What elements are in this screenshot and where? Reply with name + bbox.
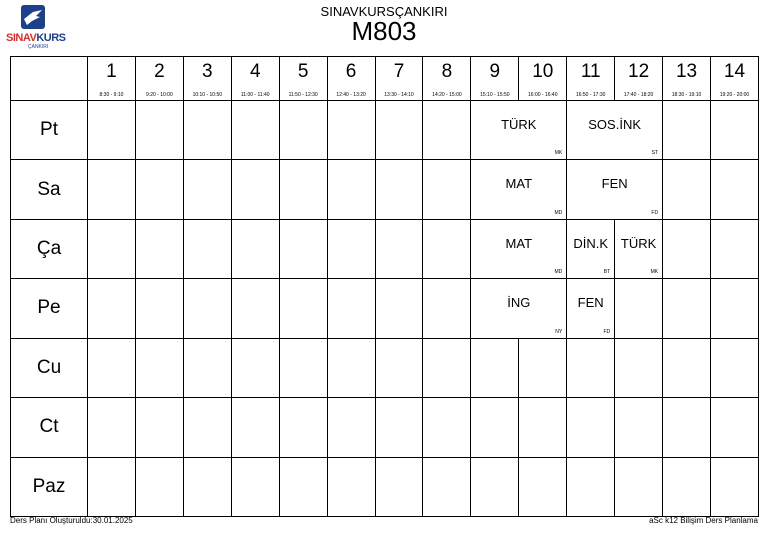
period-number: 12 — [628, 61, 650, 82]
period-header — [423, 57, 471, 101]
lesson-subject: FEN — [601, 176, 628, 192]
period-time: 14:20 - 15:00 — [432, 92, 462, 98]
empty-slot — [279, 219, 327, 278]
empty-slot — [135, 338, 183, 397]
lesson-subject: MAT — [505, 235, 533, 251]
empty-slot — [231, 160, 279, 219]
lesson-cell — [615, 219, 663, 278]
empty-slot — [135, 279, 183, 338]
empty-slot — [615, 457, 663, 516]
empty-slot — [135, 457, 183, 516]
period-time: 11:50 - 12:30 — [288, 92, 318, 98]
lesson-cell — [567, 219, 615, 278]
period-number: 11 — [580, 61, 601, 82]
lesson-cell — [567, 101, 663, 160]
period-number: 3 — [202, 61, 213, 82]
empty-slot — [615, 338, 663, 397]
period-header — [519, 57, 567, 101]
lesson-cell — [471, 219, 567, 278]
day-row — [11, 219, 759, 278]
empty-slot — [88, 398, 136, 457]
empty-slot — [327, 160, 375, 219]
empty-slot — [88, 338, 136, 397]
period-time: 16:50 - 17:30 — [575, 92, 606, 98]
lesson-card — [567, 160, 662, 218]
empty-slot — [279, 279, 327, 338]
empty-slot — [88, 160, 136, 219]
lesson-teacher: BT — [603, 269, 611, 276]
period-number: 4 — [249, 61, 261, 82]
period-number: 1 — [106, 61, 117, 82]
empty-slot — [710, 398, 758, 457]
empty-slot — [375, 219, 423, 278]
lesson-subject: FEN — [577, 295, 604, 311]
period-header — [375, 57, 423, 101]
empty-slot — [423, 279, 471, 338]
period-number: 9 — [489, 61, 501, 82]
empty-slot — [231, 219, 279, 278]
lesson-subject: TÜRK — [501, 117, 537, 132]
period-header — [471, 57, 519, 101]
period-number: 6 — [345, 61, 357, 82]
empty-slot — [88, 457, 136, 516]
empty-slot — [231, 338, 279, 397]
day-label: Ct — [11, 398, 88, 457]
period-header — [231, 57, 279, 101]
empty-slot — [663, 398, 711, 457]
empty-slot — [231, 101, 279, 160]
empty-slot — [279, 457, 327, 516]
empty-slot — [423, 338, 471, 397]
period-header — [327, 57, 375, 101]
empty-slot — [327, 398, 375, 457]
lesson-teacher: NY — [555, 328, 563, 335]
empty-slot — [183, 160, 231, 219]
day-label: Cu — [11, 338, 88, 397]
empty-slot — [567, 457, 615, 516]
period-number: 8 — [441, 61, 453, 82]
empty-slot — [615, 279, 663, 338]
empty-slot — [710, 338, 758, 397]
empty-slot — [375, 338, 423, 397]
empty-slot — [327, 338, 375, 397]
empty-slot — [135, 160, 183, 219]
empty-slot — [471, 457, 519, 516]
empty-slot — [710, 101, 758, 160]
empty-slot — [327, 457, 375, 516]
period-number: 14 — [723, 61, 746, 82]
empty-slot — [567, 398, 615, 457]
empty-slot — [183, 338, 231, 397]
class-title: M803 — [351, 16, 417, 46]
lesson-cell — [471, 279, 567, 338]
day-label: Sa — [11, 160, 88, 219]
empty-slot — [327, 101, 375, 160]
lesson-cell — [567, 279, 615, 338]
period-number: 13 — [675, 61, 698, 82]
lesson-teacher: MD — [554, 269, 563, 276]
empty-slot — [423, 101, 471, 160]
empty-slot — [183, 101, 231, 160]
lesson-card — [471, 160, 566, 218]
day-row — [11, 279, 759, 338]
period-header — [615, 57, 663, 101]
empty-slot — [231, 398, 279, 457]
day-label: Ça — [11, 219, 88, 278]
day-label: Pe — [11, 279, 88, 338]
period-time: 8:30 - 9:10 — [99, 92, 124, 98]
lesson-card — [567, 220, 614, 278]
lesson-teacher: MK — [554, 150, 563, 157]
empty-slot — [423, 457, 471, 516]
lesson-teacher: MD — [554, 209, 563, 216]
lesson-card — [615, 220, 662, 278]
period-time: 16:00 - 16:40 — [528, 92, 558, 98]
empty-slot — [423, 160, 471, 219]
empty-slot — [279, 338, 327, 397]
day-row — [11, 398, 759, 457]
period-header — [710, 57, 758, 101]
empty-slot — [519, 457, 567, 516]
footer-created: Ders Planı Oluşturuldu:30.01.2025 — [10, 516, 133, 525]
corner-cell — [11, 57, 88, 101]
empty-slot — [615, 398, 663, 457]
empty-slot — [231, 279, 279, 338]
period-time: 19:20 - 20:00 — [719, 92, 750, 98]
period-header — [88, 57, 136, 101]
empty-slot — [663, 338, 711, 397]
empty-slot — [663, 160, 711, 219]
lesson-subject: MAT — [505, 176, 533, 192]
empty-slot — [88, 219, 136, 278]
day-label: Paz — [11, 457, 88, 516]
lesson-cell — [471, 101, 567, 160]
empty-slot — [375, 457, 423, 516]
logo-brand: SINAVKURS — [6, 32, 66, 44]
lesson-card — [471, 220, 566, 278]
empty-slot — [183, 219, 231, 278]
empty-slot — [183, 457, 231, 516]
empty-slot — [183, 279, 231, 338]
lesson-subject: TÜRK — [620, 235, 657, 251]
empty-slot — [375, 101, 423, 160]
period-number: 2 — [154, 61, 165, 82]
empty-slot — [327, 219, 375, 278]
empty-slot — [375, 279, 423, 338]
empty-slot — [519, 398, 567, 457]
lesson-subject: SOS.İNK — [588, 117, 642, 132]
empty-slot — [375, 160, 423, 219]
period-header-row — [11, 57, 759, 101]
empty-slot — [375, 398, 423, 457]
period-time: 18:30 - 19:10 — [671, 92, 702, 98]
period-header — [135, 57, 183, 101]
empty-slot — [183, 398, 231, 457]
empty-slot — [135, 101, 183, 160]
empty-slot — [519, 338, 567, 397]
empty-slot — [710, 160, 758, 219]
lesson-card — [471, 279, 566, 337]
period-time: 15:10 - 15:50 — [480, 92, 510, 98]
empty-slot — [88, 101, 136, 160]
lesson-subject: DİN.K — [573, 235, 609, 251]
timetable — [10, 56, 759, 517]
logo-city: ÇANKIRI — [28, 44, 49, 50]
lesson-teacher: FD — [651, 209, 659, 216]
period-number: 10 — [532, 61, 554, 82]
empty-slot — [471, 338, 519, 397]
day-row — [11, 338, 759, 397]
empty-slot — [135, 398, 183, 457]
lesson-card — [567, 279, 614, 337]
empty-slot — [88, 279, 136, 338]
day-label: Pt — [11, 101, 88, 160]
lesson-cell — [567, 160, 663, 219]
school-name: SINAVKURSÇANKIRI — [320, 4, 448, 19]
empty-slot — [135, 219, 183, 278]
period-time: 10:10 - 10:50 — [192, 92, 223, 98]
lesson-teacher: MK — [650, 269, 659, 276]
day-row — [11, 457, 759, 516]
period-header — [567, 57, 615, 101]
period-header — [279, 57, 327, 101]
empty-slot — [279, 160, 327, 219]
lesson-card — [471, 101, 566, 159]
lesson-card — [567, 101, 662, 159]
empty-slot — [663, 219, 711, 278]
empty-slot — [663, 101, 711, 160]
day-row — [11, 160, 759, 219]
period-time: 11:00 - 11:40 — [240, 92, 270, 98]
lesson-teacher: FD — [603, 328, 611, 335]
empty-slot — [471, 398, 519, 457]
footer-software: aSc k12 Bilişim Ders Planlama — [649, 516, 758, 525]
empty-slot — [663, 279, 711, 338]
empty-slot — [279, 398, 327, 457]
period-time: 12:40 - 13:20 — [336, 92, 366, 98]
period-header — [183, 57, 231, 101]
empty-slot — [423, 219, 471, 278]
empty-slot — [327, 279, 375, 338]
empty-slot — [663, 457, 711, 516]
empty-slot — [710, 457, 758, 516]
period-time: 13:30 - 14:10 — [384, 92, 414, 98]
day-row — [11, 101, 759, 160]
empty-slot — [423, 398, 471, 457]
period-time: 9:20 - 10:00 — [146, 92, 173, 98]
empty-slot — [279, 101, 327, 160]
period-time: 17:40 - 18:20 — [623, 92, 654, 98]
empty-slot — [231, 457, 279, 516]
empty-slot — [567, 338, 615, 397]
empty-slot — [710, 279, 758, 338]
period-header — [663, 57, 711, 101]
lesson-teacher: ST — [651, 150, 659, 157]
lesson-cell — [471, 160, 567, 219]
empty-slot — [710, 219, 758, 278]
period-number: 5 — [297, 61, 309, 82]
lesson-subject: İNG — [507, 295, 531, 311]
period-number: 7 — [393, 61, 405, 82]
